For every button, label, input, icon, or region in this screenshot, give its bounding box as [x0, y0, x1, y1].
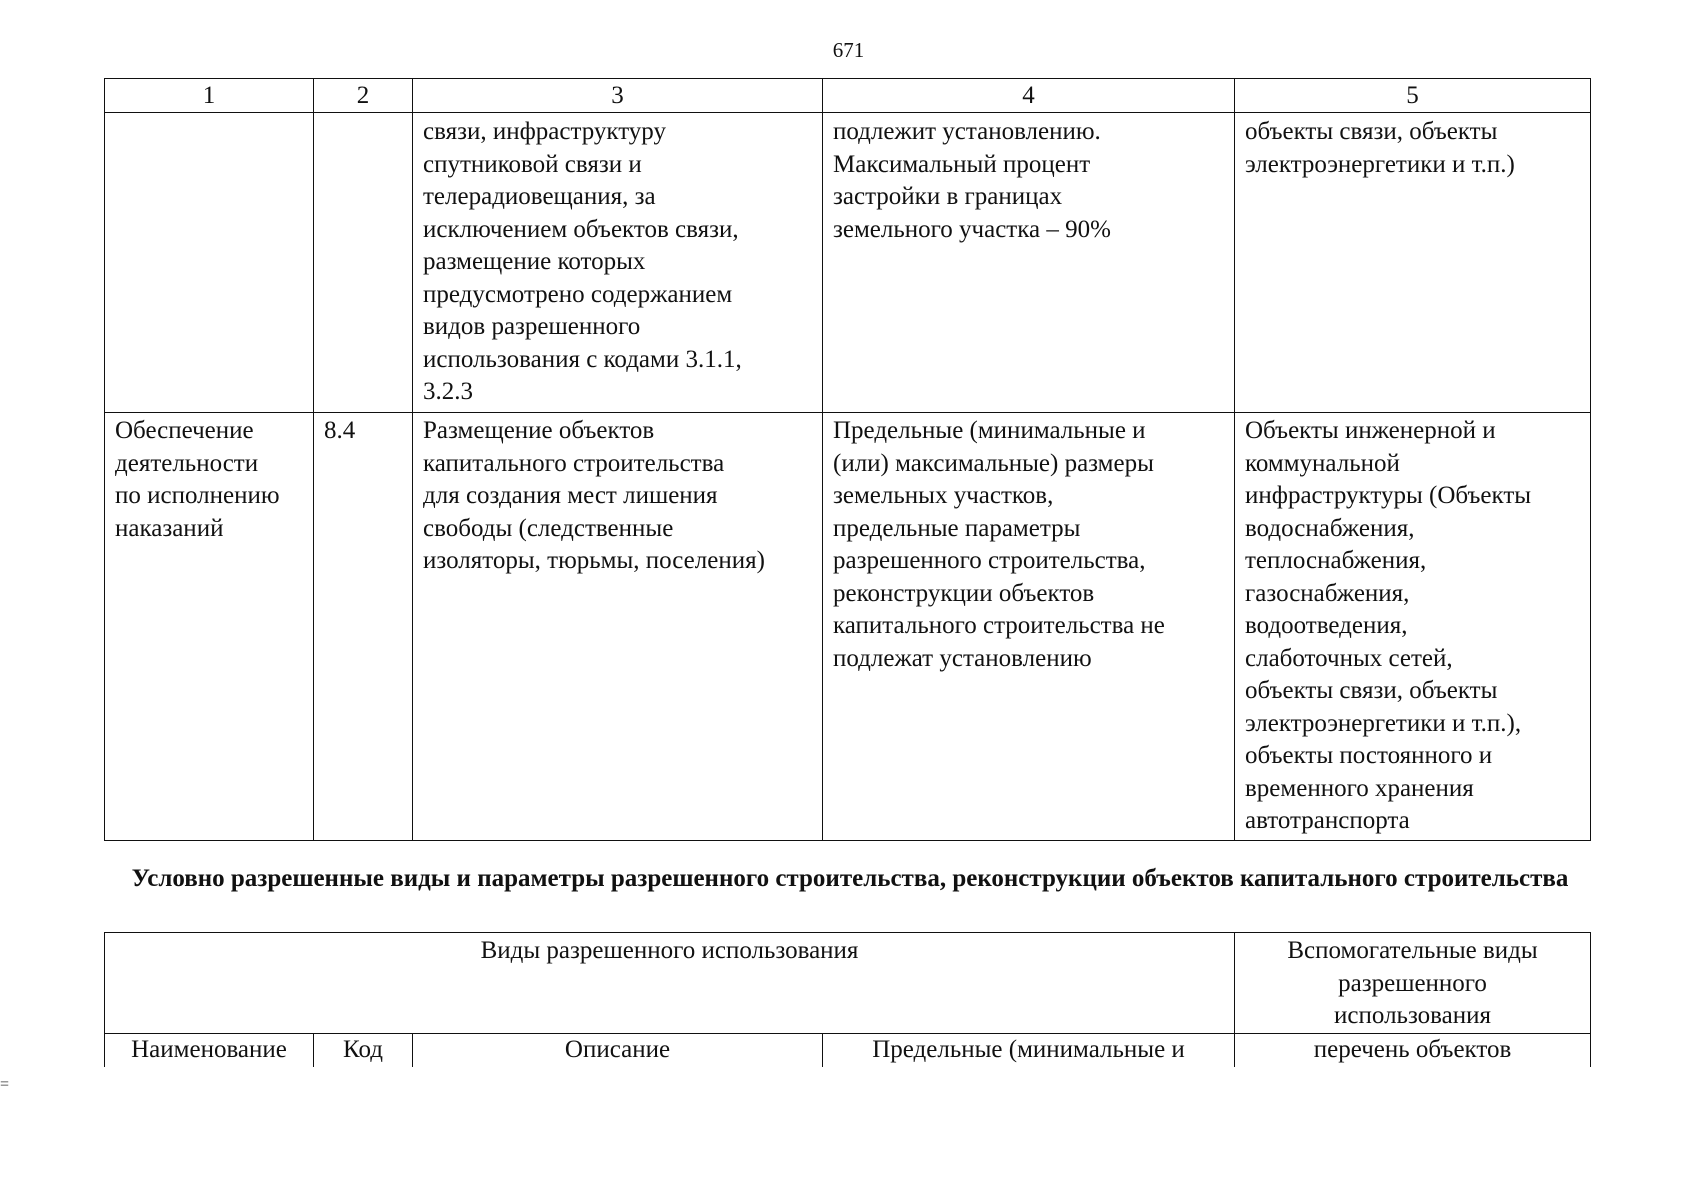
column-header-parameters: Предельные (минимальные и [823, 1034, 1235, 1067]
header-cell: 4 [823, 79, 1235, 113]
header-cell: 5 [1235, 79, 1591, 113]
auxiliary-text: объекты связи, объекты электроэнергетики и т.п.) [1245, 118, 1515, 178]
column-header-name: Наименование [105, 1034, 314, 1067]
use-code-cell [314, 113, 413, 413]
auxiliary-text: Объекты инженерной и коммунальной инфраструктуры (Объекты водоснабжения, теплоснабжения, газоснабжения, водоотведения, слаботочных сетей, объекты связи, объекты электроэнергетики и т.п.), объекты постоянного и временного хранения автотранспорта [1245, 417, 1532, 834]
parameters-text: подлежит установлению. Максимальный процент застройки в границах земельного участка – 90% [833, 118, 1111, 243]
column-header-objects: перечень объектов [1235, 1034, 1591, 1067]
parameters-text: Предельные (минимальные и (или) максимальные) размеры земельных участков, предельные параметры разрешенного строительства, реконструкции объектов капитального строительства не подлежат установлению [833, 417, 1165, 672]
description-cell [413, 113, 823, 413]
use-name-cell [105, 413, 314, 841]
column-header-description: Описание [413, 1034, 823, 1067]
header-cell: 3 [413, 79, 823, 113]
permitted-uses-header [105, 933, 1235, 1034]
table-row [105, 413, 1591, 841]
permitted-uses-table [104, 78, 1591, 841]
column-header-code: Код [314, 1034, 413, 1067]
use-name-cell [105, 113, 314, 413]
conditional-header-row [105, 933, 1591, 1034]
header-cell: 1 [105, 79, 314, 113]
conditional-uses-table [104, 932, 1591, 1067]
description-text: связи, инфраструктуру спутниковой связи и телерадиовещания, за исключением объектов связи, размещение которых предусмотрено содержанием видов разрешенного использования с кодами 3.1.1, 3.2.3 [423, 118, 742, 405]
auxiliary-uses-header [1235, 933, 1591, 1034]
page-number: 671 [832, 38, 865, 62]
use-code-text: 8.4 [324, 417, 356, 444]
edge-mark: = [0, 1076, 10, 1093]
table-header-row [105, 79, 1591, 113]
auxiliary-uses-header-text: Вспомогательные виды разрешенного использования [1287, 937, 1538, 1029]
table-row [105, 113, 1591, 413]
conditional-subheader-row [105, 1034, 1591, 1067]
section-heading: Условно разрешенные виды и параметры разрешенного строительства, реконструкции объектов капитального строительства [131, 865, 1569, 892]
description-text: Размещение объектов капитального строительства для создания мест лишения свободы (следственные изоляторы, тюрьмы, поселения) [423, 417, 765, 574]
parameters-cell [823, 413, 1235, 841]
permitted-uses-header-text: Виды разрешенного использования [480, 937, 859, 964]
use-name-text: Обеспечение деятельности по исполнению наказаний [115, 417, 280, 542]
use-code-cell [314, 413, 413, 841]
description-cell [413, 413, 823, 841]
parameters-cell [823, 113, 1235, 413]
auxiliary-cell [1235, 113, 1591, 413]
auxiliary-cell [1235, 413, 1591, 841]
header-cell: 2 [314, 79, 413, 113]
